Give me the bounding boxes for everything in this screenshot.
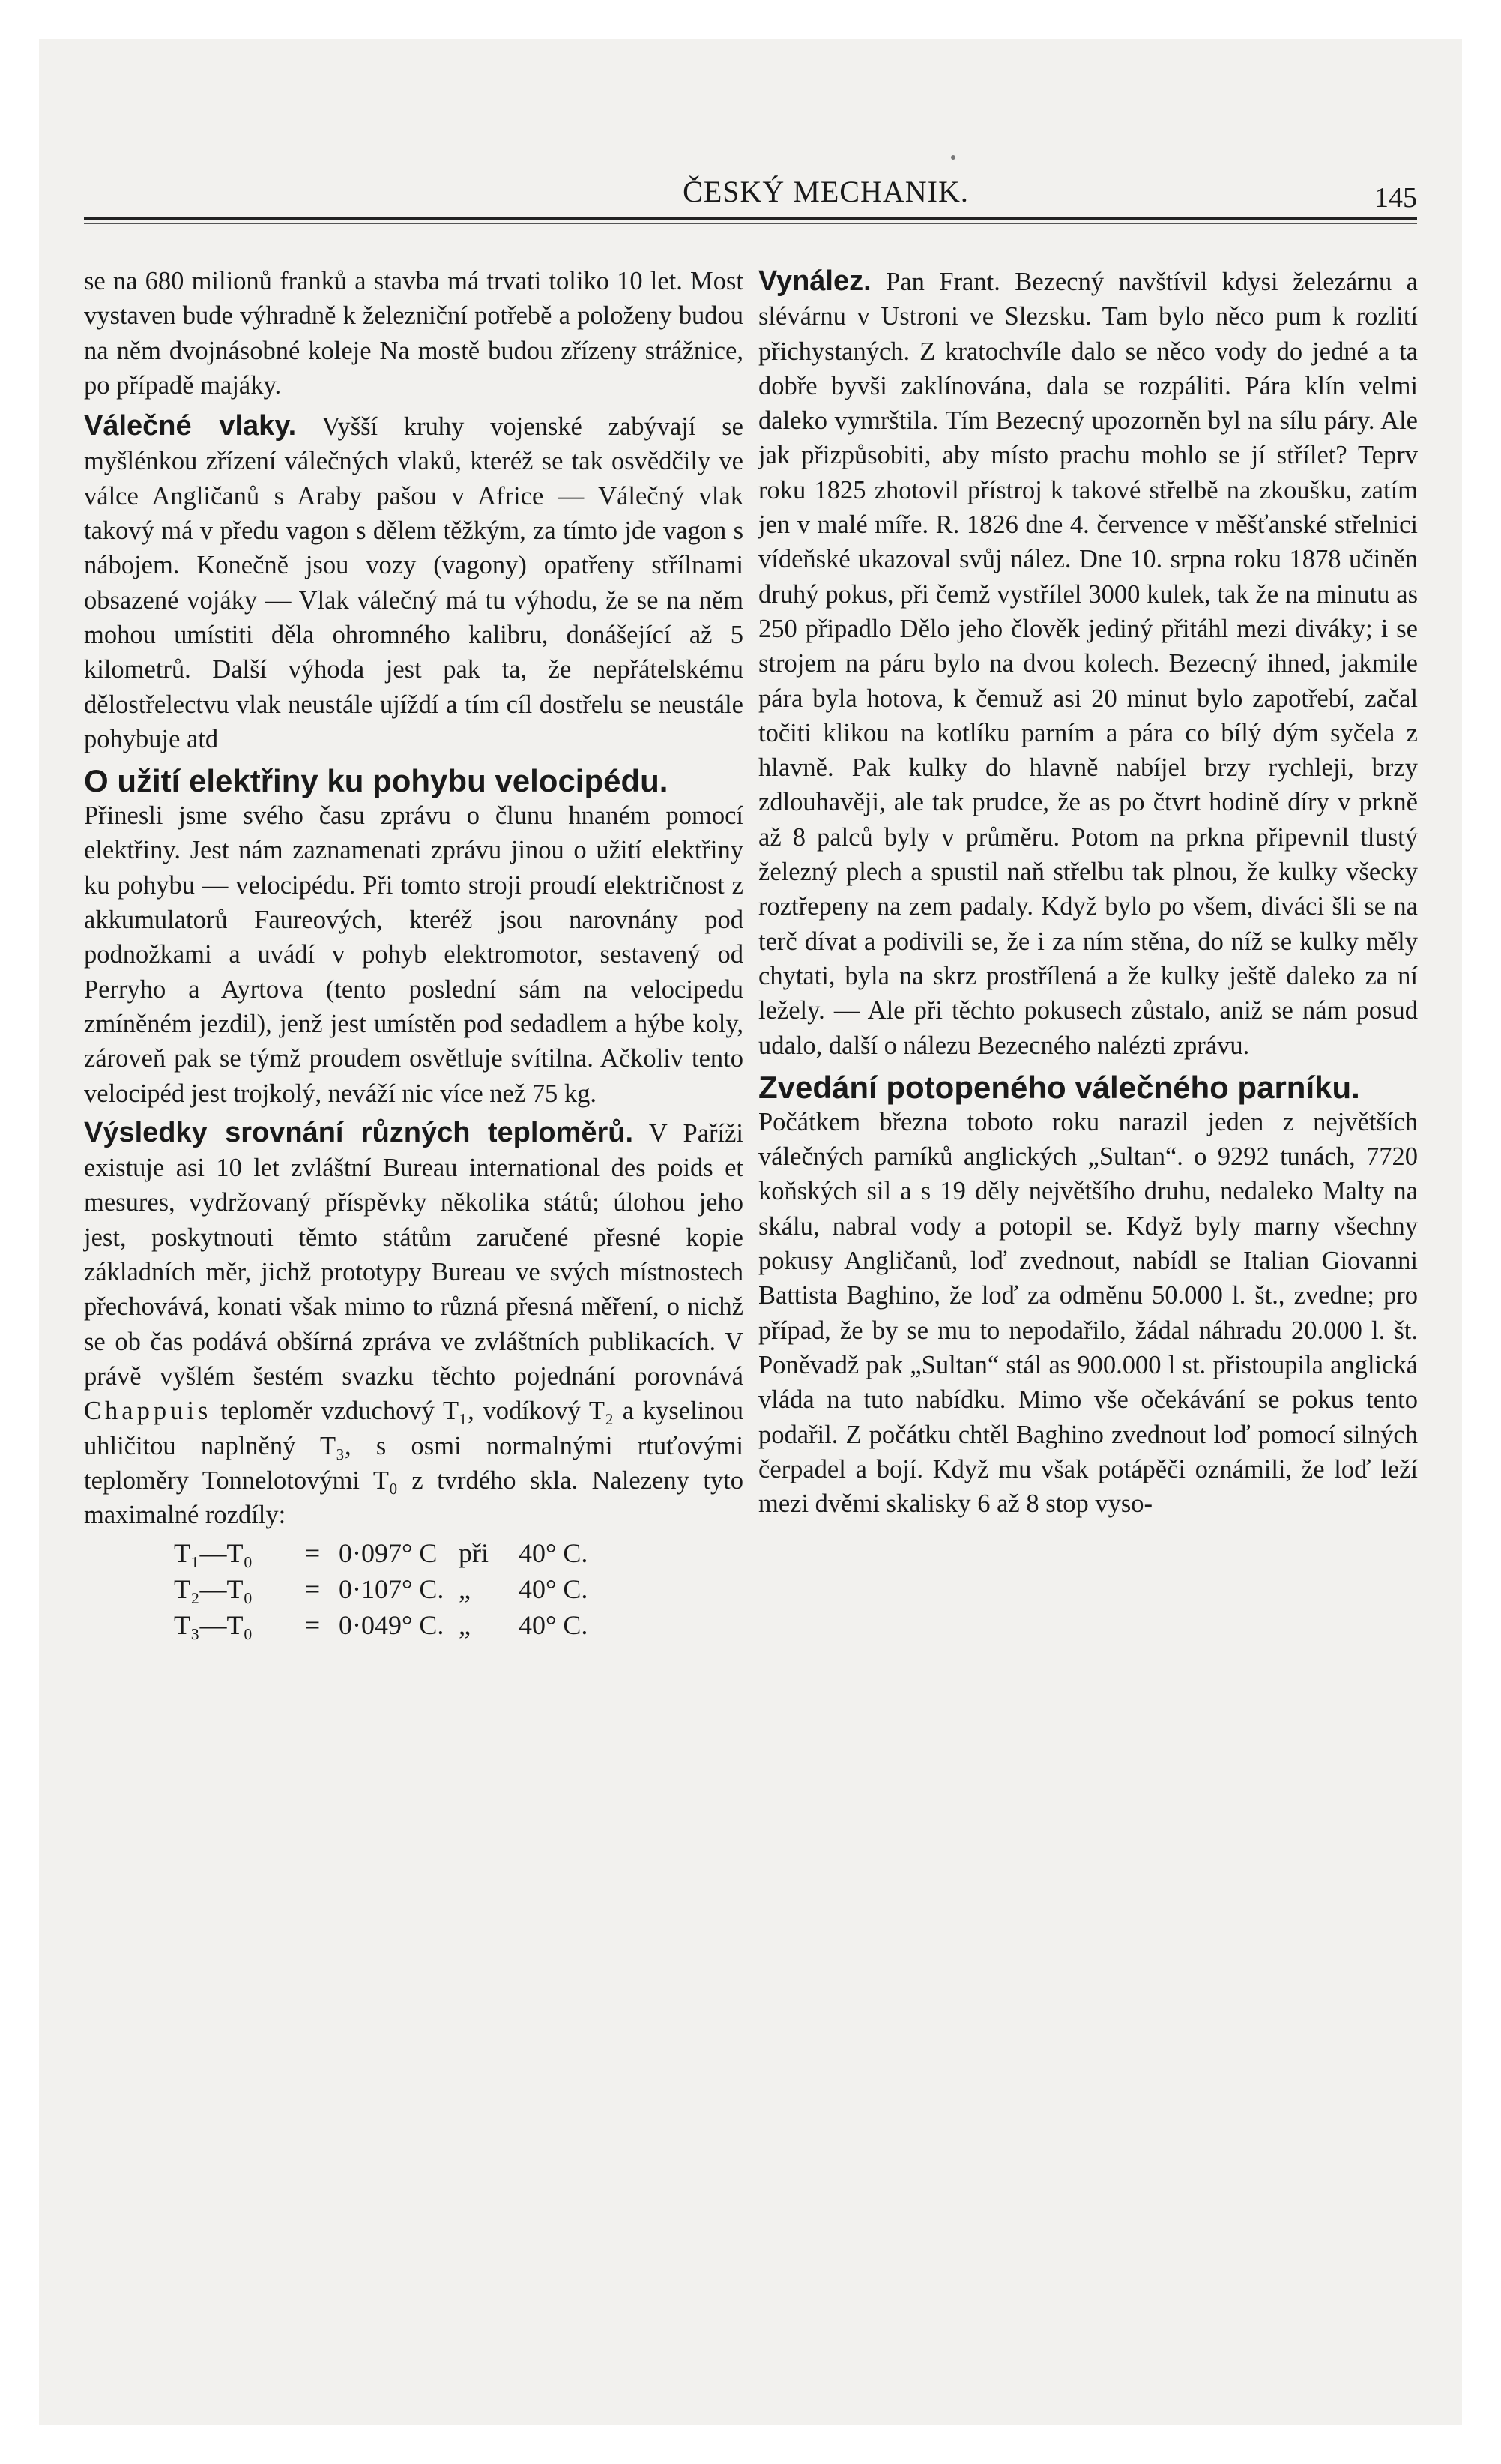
formula-lhs: T₁—T₀ xyxy=(174,1538,253,1569)
intro-paragraph: se na 680 milionů franků a stavba má trvati toliko 10 let. Most vystaven bude výhradně k železniční potřebě a položeny budou na něm dvojnásobné koleje Na mostě budou zřízeny strážnice, po případě majáky. xyxy=(84,267,743,400)
formula-value: 0·049° C. xyxy=(339,1610,444,1641)
text-valecne-vlaky: Vyšší kruhy vojenské zabývají se myšlénkou zřízení válečných vlaků, kteréž se tak osvědčily ve válce Angličanů s Araby pašou v Africe — Válečný vlak takový má v předu vagon s dělem těžkým, za tímto jde vagon s nábojem. Konečně jsou vozy (vagony) opatřeny střílnami obsazené vojáky — Vlak válečný má tu výhodu, že se na něm mohou umístiti děla ohromného kalibru, donášející až 5 kilometrů. Další výhoda jest pak ta, že nepřátelskému dělostřelectvu vlak neustále ujíždí a tím cíl dostřelu se neustále pohybuje atd xyxy=(84,412,743,753)
formula-eq: = xyxy=(304,1610,321,1641)
formula-temp: 40° C. xyxy=(519,1574,588,1605)
heading-parniku: Zvedání potopeného válečného parníku. xyxy=(758,1069,1360,1105)
text-vynalez: Pan Frant. Bezecný navštívil kdysi železárnu a slévárnu v Ustroni ve Slezsku. Tam bylo něco pum k rozlití přichystaných. Z kratochvíle dalo se něco vody do jedné a ta dobře byvši zaklínována, dala se rozpáliti. Pára klín velmi daleko vymrštila. Tím Bezecný upozorněn byl na sílu páry. Ale jak přizpůsobiti, aby místo prachu mohlo se jí střílet? Teprv roku 1825 zhotovil přístroj k takové střelbě na zkoušku, zatím jen v malé míře. R. 1826 dne 4. července v měšťanské střelnici vídeňské ukazoval svůj nález. Dne 10. srpna roku 1878 učiněn druhý pokus, při čemž vystřílel 3000 kulek, tak že na minutu as 250 připadlo Dělo jeho člověk jediný přitáhl mezi diváky; i se strojem na páru bylo na dvou kolech. Bezecný ihned, jakmile pára byla hotova, k čemuž asi 20 minut bylo zapotřebí, začal točiti klikou na kotlíku parním a pára co bílý dým syčela z hlavně. Pak kulky do hlavně nabíjel brzy rychleji, brzy zdlouhavěji, ale tak prudce, že as po čtvrt hodině díry v prkně až 8 palců byly v průměru. Potom na prkna připevnil tlustý železný plech a spustil naň střelbu tak plnou, že kulky všecky roztřepeny na zem padaly. Když bylo po všem, diváci šli se na terč dívat a podivili se, že i za ním stěna, do níž se kulky měly chytati, byla na skrz prostřílená a že kulky ještě daleko za ní ležely. — Ale při těchto pokusech zůstalo, aniž se nám posud udalo, další o nálezu Bezecného nalézti zprávu. xyxy=(758,268,1418,1060)
header-rule xyxy=(84,217,1417,220)
formula-eq: = xyxy=(304,1538,321,1569)
formula-value: 0·107° C. xyxy=(339,1574,444,1605)
formula-at: „ xyxy=(459,1610,471,1641)
heading-vynalez: Vynález. xyxy=(758,265,872,297)
name-chappuis: Chappuis xyxy=(84,1397,212,1426)
formula-temp: 40° C. xyxy=(519,1538,588,1569)
heading-valecne-vlaky: Válečné vlaky. xyxy=(84,410,297,442)
page-number: 145 xyxy=(1374,182,1417,214)
article-valecne-vlaky xyxy=(84,409,743,756)
right-column xyxy=(758,264,1418,1521)
article-parniku xyxy=(758,1070,1418,1522)
text-parniku: Počátkem března toboto roku narazil jeden z největších válečných parníků anglických „Sultan“. o 9292 tunách, 7720 koňských sil a s 19 děly největšího druhu, nedaleko Malty na skálu, nabral vody a potopil se. Když byly marny všechny pokusy Angličanů, loď zvednout, nabídl se Italian Giovanni Battista Baghino, že loď za odměnu 50.000 l. št., zvedne; pro případ, že by se mu to nepodařilo, žádal náhradu 20.000 l. št. Poněvadž pak „Sultan“ stál as 900.000 l st. přistoupila anglická vláda na tuto nabídku. Mimo vše očekávání se pokus tento podařil. Z počátku chtěl Baghino zvednout loď pomocí silných čerpadel a bojí. Když mu však potápěči oznámili, že loď leží mezi dvěmi skalisky 6 až 8 stop vyso- xyxy=(758,1107,1418,1519)
article-teplomeru xyxy=(84,1115,743,1533)
formula-at: při xyxy=(459,1538,489,1569)
formula-value: 0·097° C xyxy=(339,1538,438,1569)
heading-teplomeru: Výsledky srovnání různých teploměrů. xyxy=(84,1116,634,1148)
formula-at: „ xyxy=(459,1574,471,1605)
left-column xyxy=(84,264,743,1643)
text-teplomeru-a: V Paříži existuje asi 10 let zvláštní Bureau international des poids et mesures, vydržovaný příspěvky několika států; úlohou jeho jest, poskytnouti těmto státům zaručené přesné kopie základních měr, jichž prototypy Bureau ve svých místnostech přechovává, konati však mimo to různá přesná měření, o nichž se ob čas podává obšírná zpráva ve zvláštních publikacích. V právě vyšlém šestém svazku těchto pojednání porovnává xyxy=(84,1118,743,1391)
article-vynalez xyxy=(758,264,1418,1063)
text-teplomeru-b: teploměr vzduchový T₁, vodíkový T₂ a kyselinou uhličitou naplněný T₃, s osmi normalnými rtuťovými teploměry Tonnelotovými T₀ z tvrdého skla. Nalezeny tyto maximalné rozdíly: xyxy=(84,1397,744,1530)
page-header xyxy=(39,144,1462,214)
formula-row xyxy=(84,1571,743,1607)
header-rule-thin xyxy=(84,223,1417,224)
formula-row xyxy=(84,1535,743,1571)
formula-row xyxy=(84,1607,743,1643)
formula-lhs: T₂—T₀ xyxy=(174,1574,253,1605)
formula-temp: 40° C. xyxy=(519,1610,588,1641)
journal-title: ČESKÝ MECHANIK. xyxy=(683,175,969,208)
formula-eq: = xyxy=(304,1574,321,1605)
heading-elektriny: O užití elektřiny ku pohybu velocipédu. xyxy=(84,763,668,799)
page xyxy=(39,39,1462,2425)
article-elektriny xyxy=(84,764,743,1111)
text-elektriny: Přinesli jsme svého času zprávu o člunu hnaném pomocí elektřiny. Jest nám zaznamenati zprávu jinou o užití elektřiny ku pohybu — velocipédu. Při tomto stroji proudí električnost z akkumulatorů Faureových, kteréž jsou narovnány pod podnožkami a uvádí v pohyb elektromotor, sestavený od Perryho a Ayrtova (tento poslední sám na velocipedu zmíněném jezdil), jenž jest umístěn pod sedadlem a hýbe koly, zároveň pak se týmž proudem osvětluje svítilna. Ačkoliv tento velocipéd jest trojkolý, neváží nic více než 75 kg. xyxy=(84,801,743,1108)
formula-lhs: T₃—T₀ xyxy=(174,1610,253,1641)
formula-block xyxy=(84,1535,743,1643)
